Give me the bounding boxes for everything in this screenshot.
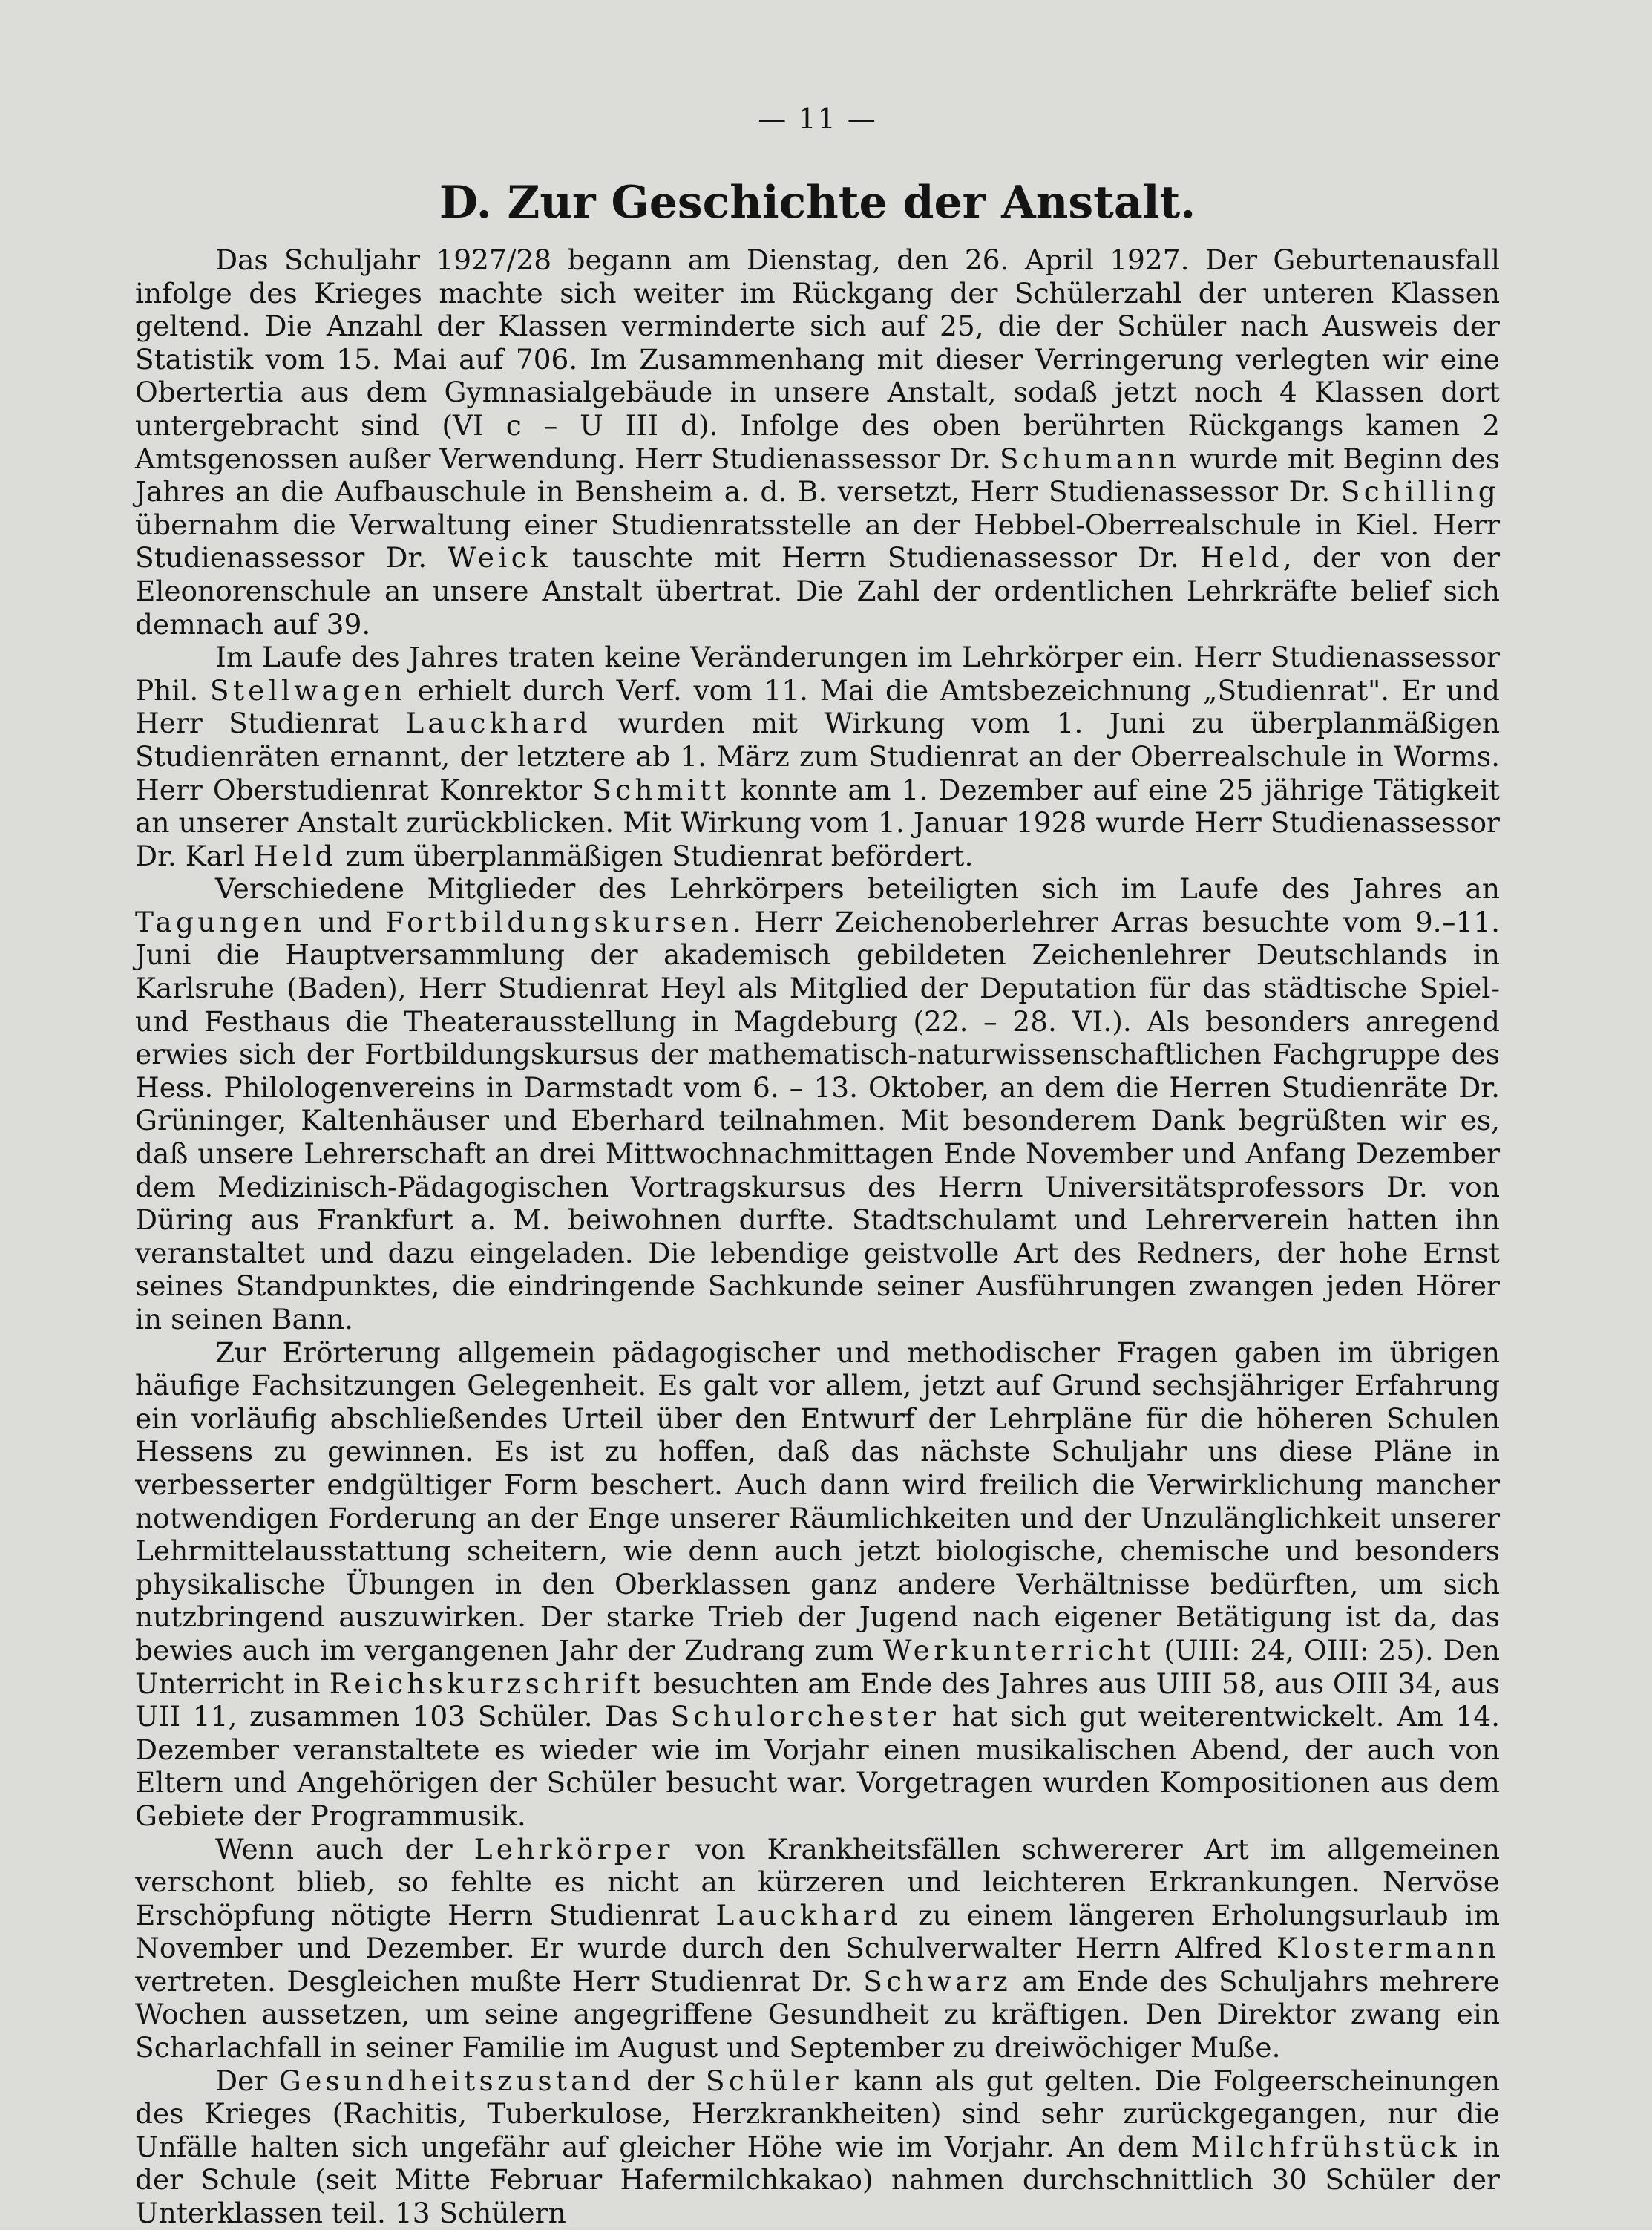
spaced-text: Reichskurzschrift <box>329 1667 644 1700</box>
text-run: hat sich gut weiterentwickelt. Am 14. Dezember veranstaltete es wieder wie im Vorjahr einen musikalischen Abend, der auch von Eltern und Angehörigen der Schüler besucht war. Vorgetragen wurden Kompositionen aus dem Gebiete der Programmusik. <box>135 1700 1501 1832</box>
text-run: am Ende des Schuljahrs mehrere Wochen aussetzen, um seine angegriffene Gesundheit zu kräftigen. Den Direktor zwang ein Scharlachfall in seiner Familie im August und September zu dreiwöchiger Muße. <box>135 1964 1500 2064</box>
body-text <box>135 243 1500 2230</box>
page-title: D. Zur Geschichte der Anstalt. <box>439 177 1196 229</box>
spaced-text: Milchfrühstück <box>1190 2130 1461 2163</box>
spaced-text: Schilling <box>1340 475 1500 509</box>
text-run: Im Laufe des Jahres traten keine Veränderungen im Lehrkörper ein. Herr Studienassessor Phil. <box>135 641 1500 707</box>
paragraph <box>135 1833 1500 2064</box>
text-run: in der Schule (seit Mitte Februar Hafermilchkakao) nahmen durchschnittlich 30 Schüler der Unterklassen teil. 13 Schülern <box>135 2130 1500 2230</box>
text-run: Verschiedene Mitglieder des Lehrkörpers beteiligten sich im Laufe des Jahres an <box>215 872 1500 906</box>
spaced-text: Schmitt <box>592 773 730 806</box>
spaced-text: Stellwagen <box>209 673 407 707</box>
spaced-text: Fortbildungskursen <box>384 905 732 938</box>
spaced-text: Held <box>253 839 337 872</box>
spaced-text: Gesundheitszustand <box>278 2064 635 2097</box>
text-run: besuchten am Ende des Jahres aus UIII 58, aus OIII 34, aus UII 11, zusammen 103 Schüler. Das <box>135 1667 1500 1733</box>
text-run: , der von der Eleonorenschule an unsere Anstalt übertrat. Die Zahl der ordentlichen Lehrkräfte belief sich demnach auf 39. <box>135 541 1500 641</box>
paragraph <box>135 1336 1500 1833</box>
text-run: wurde mit Beginn des Jahres an die Aufbauschule in Bensheim a. d. B. versetzt, Herr Studienassessor Dr. <box>135 442 1500 509</box>
text-run: und <box>305 905 385 938</box>
text-run: zum überplanmäßigen Studienrat befördert. <box>336 839 974 872</box>
paragraph <box>135 243 1500 641</box>
text-run: Das Schuljahr 1927/28 begann am Dienstag, den 26. April 1927. Der Geburtenausfall infolge des Krieges machte sich weiter im Rückgang der Schülerzahl der unteren Klassen geltend. Die Anzahl der Klassen verminderte sich auf 25, die der Schüler nach Ausweis der Statistik vom 15. Mai auf 706. Im Zusammenhang mit dieser Verringerung verlegten wir eine Obertertia aus dem Gymnasialgebäude in unsere Anstalt, sodaß jetzt noch 4 Klassen dort untergebracht sind (VI c – U III d). Infolge des oben berührten Rückgangs kamen 2 Amtsgenossen außer Verwendung. Herr Studienassessor Dr. <box>135 243 1500 475</box>
spaced-text: Werkunterricht <box>882 1633 1155 1667</box>
paragraph <box>135 641 1500 872</box>
text-run: kann als gut gelten. Die Folgeerscheinungen des Krieges (Rachitis, Tuberkulose, Herzkrankheiten) sind sehr zurückgegangen, nur die Unfälle halten sich ungefähr auf gleicher Höhe wie im Vorjahr. An dem <box>135 2064 1501 2163</box>
text-run: konnte am 1. Dezember auf eine 25 jährige Tätigkeit an unserer Anstalt zurückblicken. Mit Wirkung vom 1. Januar 1928 wurde Herr Studienassessor Dr. Karl <box>135 773 1500 872</box>
spaced-text: Schüler <box>705 2064 842 2097</box>
paragraph <box>135 872 1500 1335</box>
spaced-text: Lauckhard <box>715 1898 902 1932</box>
spaced-text: Schwarz <box>863 1964 1012 1998</box>
text-run: . Herr Zeichenoberlehrer Arras besuchte vom 9.–11. Juni die Hauptversammlung der akademisch gebildeten Zeichenlehrer Deutschlands in Karlsruhe (Baden), Herr Studienrat Heyl als Mitglied der Deputation für das städtische Spiel- und Festhaus die Theaterausstellung in Magdeburg (22. – 28. VI.). Als besonders anregend erwies sich der Fortbildungskursus der mathematisch-naturwissenschaftlichen Fachgruppe des Hess. Philologenvereins in Darmstadt vom 6. – 13. Oktober, an dem die Herren Studienräte Dr. Grüninger, Kaltenhäuser und Eberhard teilnahmen. Mit besonderem Dank begrüßten wir es, daß unsere Lehrerschaft an drei Mittwochnachmittagen Ende November und Anfang Dezember dem Medizinisch-Pädagogischen Vortragskursus des Herrn Universitätsprofessors Dr. von Düring aus Frankfurt a. M. beiwohnen durfte. Stadtschulamt und Lehrerverein hatten ihn veranstaltet und dazu eingeladen. Die lebendige geistvolle Art des Redners, der hohe Ernst seines Standpunktes, die eindringende Sachkunde seiner Ausführungen zwangen jeden Hörer in seinen Bann. <box>135 905 1500 1335</box>
paragraph <box>135 2064 1500 2230</box>
text-run: von Krankheitsfällen schwererer Art im allgemeinen verschont blieb, so fehlte es nicht an kürzeren und leichteren Erkrankungen. Nervöse Erschöpfung nötigte Herrn Studienrat <box>135 1832 1501 1932</box>
text-run: vertreten. Desgleichen mußte Herr Studienrat Dr. <box>135 1964 864 1998</box>
spaced-text: Tagungen <box>135 905 306 938</box>
spaced-text: Weick <box>448 541 551 575</box>
spaced-text: Held <box>1199 541 1283 575</box>
text-run: wurden mit Wirkung vom 1. Juni zu überplanmäßigen Studienräten ernannt, der letztere ab 1. März zum Studienrat an der Oberrealschule in Worms. Herr Oberstudienrat Konrektor <box>135 707 1500 806</box>
text-run: Wenn auch der <box>215 1832 474 1866</box>
text-run: tauschte mit Herrn Studienassessor Dr. <box>551 541 1200 575</box>
text-run: Zur Erörterung allgemein pädagogischer und methodischer Fragen gaben im übrigen häufige Fachsitzungen Gelegenheit. Es galt vor allem, jetzt auf Grund sechsjähriger Erfahrung ein vorläufig abschließendes Urteil über den Entwurf der Lehrpläne für die höheren Schulen Hessens zu gewinnen. Es ist zu hoffen, daß das nächste Schuljahr uns diese Pläne in verbesserter endgültiger Form beschert. Auch dann wird freilich die Verwirklichung mancher notwendigen Forderung an der Enge unserer Räumlichkeiten und der Unzulänglichkeit unserer Lehrmittelausstattung scheitern, wie denn auch jetzt biologische, chemische und besonders physikalische Übungen in den Oberklassen ganz andere Verhältnisse bedürften, um sich nutzbringend auszuwirken. Der starke Trieb der Jugend nach eigener Betätigung ist da, das bewies auch im vergangenen Jahr der Zudrang zum <box>135 1335 1500 1667</box>
text-run: Der <box>215 2064 279 2097</box>
spaced-text: Klostermann <box>1276 1932 1500 1965</box>
text-run: (UIII: 24, OIII: 25). Den Unterricht in <box>135 1633 1500 1700</box>
text-run: zu einem längeren Erholungsurlaub im November und Dezember. Er wurde durch den Schulverwalter Herrn Alfred <box>135 1898 1501 1965</box>
text-run: der <box>635 2064 706 2097</box>
text-run: übernahm die Verwaltung einer Studienratsstelle an der Hebbel-Oberrealschule in Kiel. Herr Studienassessor Dr. <box>135 508 1500 575</box>
spaced-text: Schumann <box>1000 442 1181 475</box>
spaced-text: Lauckhard <box>405 707 592 740</box>
page-number: — 11 — <box>758 102 877 135</box>
text-run: erhielt durch Verf. vom 11. Mai die Amtsbezeichnung „Studienrat". Er und Herr Studienrat <box>135 673 1501 740</box>
spaced-text: Lehrkörper <box>473 1832 674 1866</box>
spaced-text: Schulorchester <box>670 1700 940 1733</box>
